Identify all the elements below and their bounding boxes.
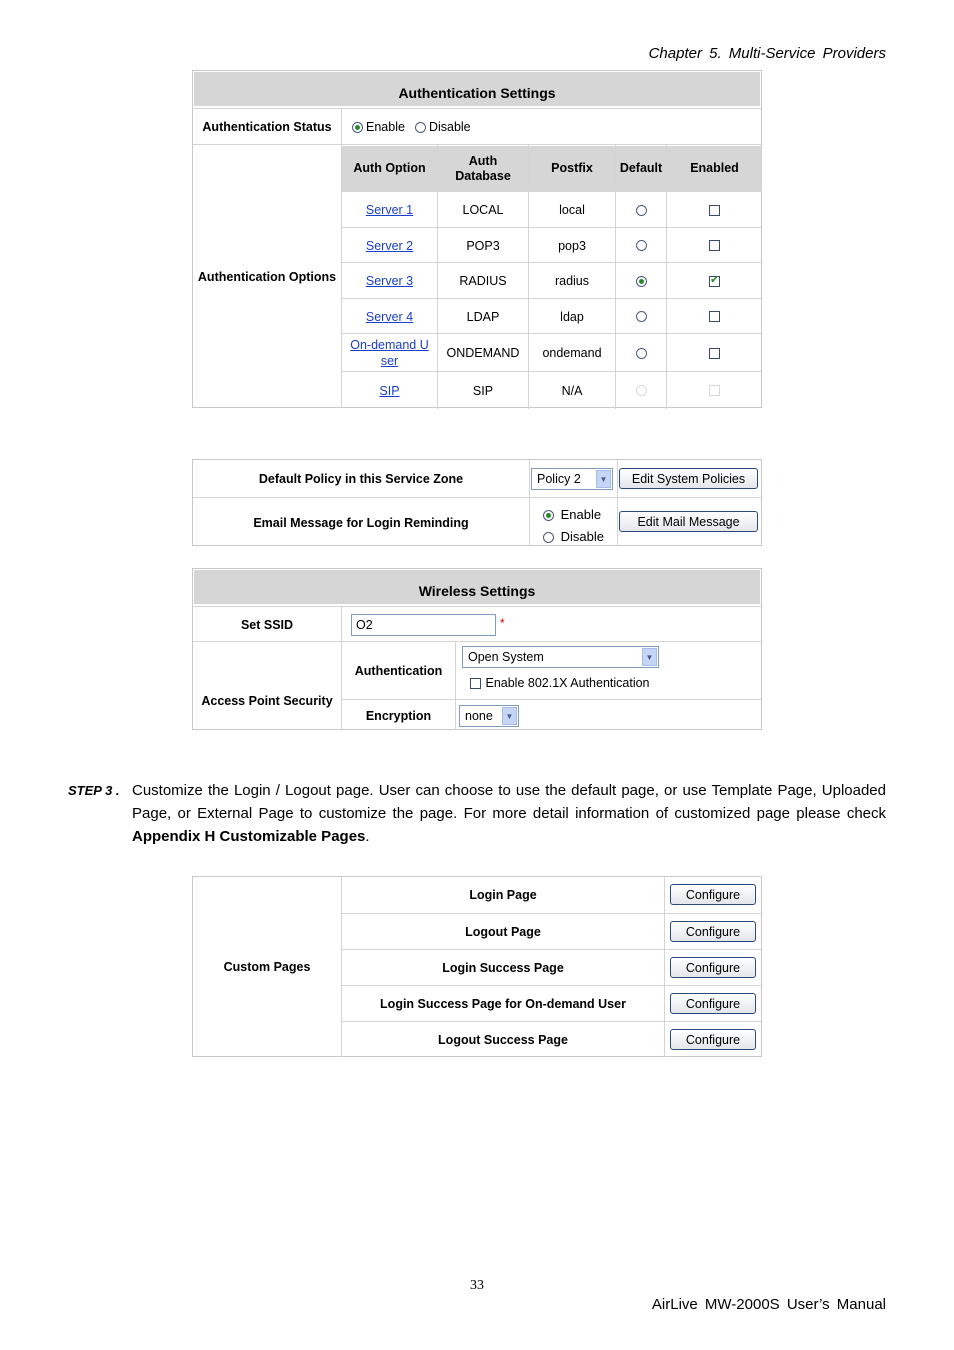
auth-option-link-text[interactable]: Server 4 [365, 309, 414, 324]
auth-option-link [342, 192, 437, 228]
custom-pages-panel [192, 876, 762, 1057]
auth-option-link [342, 372, 437, 409]
enabled-cell [667, 192, 762, 228]
col-auth-database: Auth Database [438, 146, 528, 191]
status-disable-label: Disable [428, 120, 471, 134]
status-enable-label: Enable [366, 120, 405, 134]
default-cell [616, 299, 666, 334]
email-enable-radio[interactable] [543, 510, 554, 521]
authentication-status-options [342, 109, 762, 145]
chevron-down-icon: ▼ [642, 648, 657, 666]
default-cell [616, 263, 666, 299]
ssid-input[interactable]: O2 [351, 614, 496, 636]
enabled-cell [667, 228, 762, 263]
authentication-select[interactable] [462, 646, 659, 668]
authentication-options-label: Authentication Options [197, 270, 337, 284]
postfix-cell: pop3 [558, 238, 586, 253]
wireless-settings-panel [192, 568, 762, 730]
auth-option-row [342, 262, 761, 299]
custom-pages-label: Custom Pages [223, 959, 311, 974]
custom-page-row [342, 949, 761, 986]
email-reminder-options [543, 504, 604, 548]
manual-title: AirLive MW-2000S User’s Manual [651, 1296, 886, 1313]
auth-option-link [342, 334, 437, 372]
enabled-checkbox[interactable] [709, 240, 720, 251]
postfix-cell: N/A [561, 383, 583, 398]
chevron-down-icon: ▼ [596, 470, 611, 488]
policy-select-value: Policy 2 [537, 472, 581, 486]
auth-option-link [342, 299, 437, 334]
wireless-settings-title: Wireless Settings [194, 570, 760, 604]
enabled-cell [667, 334, 762, 372]
page-number: 33 [470, 1278, 484, 1293]
auth-option-row [342, 298, 761, 334]
auth-option-link-text[interactable]: Server 1 [365, 203, 414, 217]
encryption-label: Encryption [365, 708, 432, 723]
authentication-settings-panel [192, 70, 762, 408]
edit-mail-message-button[interactable]: Edit Mail Message [619, 511, 758, 532]
default-policy-label: Default Policy in this Service Zone [258, 471, 464, 486]
auth-option-row [342, 191, 761, 228]
required-mark: * [500, 616, 505, 630]
step-description [132, 779, 886, 848]
ssid-label: Set SSID [240, 617, 294, 632]
auth-option-link-text[interactable]: SIP [379, 383, 400, 398]
postfix-cell: local [559, 203, 585, 217]
authentication-status-row [193, 108, 761, 145]
email-reminder-label: Email Message for Login Reminding [253, 515, 469, 530]
edit-system-policies-button[interactable]: Edit System Policies [619, 468, 758, 489]
custom-page-label: Login Success Page for On-demand User [380, 997, 626, 1011]
custom-page-row [342, 877, 761, 913]
custom-page-label: Logout Page [465, 925, 541, 939]
email-disable-label: Disable [560, 529, 604, 544]
enabled-checkbox [709, 385, 720, 396]
email-enable-label: Enable [560, 507, 602, 522]
step-text-end: . [365, 828, 370, 845]
authentication-options-section [193, 144, 761, 409]
auth-option-link-text[interactable]: Server 3 [365, 274, 414, 288]
dot1x-label: Enable 802.1X Authentication [485, 676, 650, 690]
enabled-checkbox[interactable] [709, 276, 720, 287]
default-radio[interactable] [636, 348, 647, 359]
default-cell [616, 228, 666, 263]
enabled-cell [667, 263, 762, 299]
policy-select[interactable] [531, 468, 613, 490]
postfix-cell: ldap [560, 309, 584, 324]
auth-database-cell: RADIUS [459, 274, 507, 288]
custom-page-row [342, 985, 761, 1022]
default-radio[interactable] [636, 205, 647, 216]
auth-database-cell: LDAP [466, 309, 500, 324]
ssid-row [193, 606, 761, 642]
chevron-down-icon: ▼ [502, 707, 517, 725]
configure-button[interactable]: Configure [670, 957, 756, 978]
col-default: Default [616, 146, 666, 191]
auth-database-cell: POP3 [466, 238, 500, 253]
enabled-checkbox[interactable] [709, 311, 720, 322]
appendix-reference: Appendix H Customizable Pages [132, 828, 366, 845]
col-auth-option: Auth Option [342, 146, 437, 191]
auth-option-row [342, 227, 761, 263]
chapter-header: Chapter 5. Multi-Service Providers [648, 45, 886, 62]
default-cell [616, 192, 666, 228]
configure-button[interactable]: Configure [670, 1029, 756, 1050]
custom-page-label: Login Page [469, 888, 537, 902]
ap-security-label: Access Point Security [201, 693, 333, 708]
authentication-select-value: Open System [468, 650, 544, 664]
auth-option-link [342, 228, 437, 263]
service-zone-policy-panel [192, 459, 762, 546]
status-disable-radio[interactable] [415, 122, 426, 133]
auth-database-cell: LOCAL [462, 203, 504, 217]
col-enabled: Enabled [667, 146, 762, 191]
dot1x-option [470, 676, 650, 690]
encryption-select-value: none [465, 709, 493, 723]
custom-page-label: Login Success Page [442, 961, 564, 975]
default-cell [616, 334, 666, 372]
step-text: Customize the Login / Logout page. User can choose to use the default page, or use Template Page, Uploaded Page, or External Page to customize the page. For more detail information of customized page please check [132, 782, 886, 822]
auth-database-cell: ONDEMAND [446, 346, 520, 360]
configure-button[interactable]: Configure [670, 993, 756, 1014]
email-reminder-row [193, 497, 761, 547]
enabled-checkbox[interactable] [709, 348, 720, 359]
auth-option-row [342, 371, 761, 409]
authentication-label: Authentication [354, 663, 443, 678]
auth-option-row [342, 333, 761, 372]
postfix-cell: radius [554, 274, 590, 288]
auth-option-link-text[interactable]: On-demand U ser [350, 338, 429, 368]
auth-option-link-text[interactable]: Server 2 [365, 238, 414, 253]
custom-page-row [342, 913, 761, 950]
default-radio[interactable] [636, 240, 647, 251]
col-postfix: Postfix [529, 146, 615, 191]
default-radio[interactable] [636, 311, 647, 322]
email-disable-radio[interactable] [543, 532, 554, 543]
enabled-cell [667, 299, 762, 334]
status-enable-radio[interactable] [352, 122, 363, 133]
default-cell [616, 372, 666, 409]
enabled-cell [667, 372, 762, 409]
step-label: STEP 3 . [68, 783, 120, 798]
dot1x-checkbox[interactable] [470, 678, 481, 689]
authentication-status-label: Authentication Status [202, 120, 332, 134]
default-radio [636, 385, 647, 396]
encryption-select[interactable] [459, 705, 519, 727]
enabled-checkbox[interactable] [709, 205, 720, 216]
ap-security-section [193, 641, 761, 731]
default-policy-row [193, 460, 761, 497]
custom-page-row [342, 1021, 761, 1058]
custom-page-label: Logout Success Page [438, 1033, 568, 1047]
auth-database-cell: SIP [472, 383, 494, 398]
authentication-settings-title: Authentication Settings [194, 72, 760, 106]
default-radio[interactable] [636, 276, 647, 287]
configure-button[interactable]: Configure [670, 884, 756, 905]
configure-button[interactable]: Configure [670, 921, 756, 942]
postfix-cell: ondemand [542, 346, 602, 360]
auth-option-link [342, 263, 437, 299]
